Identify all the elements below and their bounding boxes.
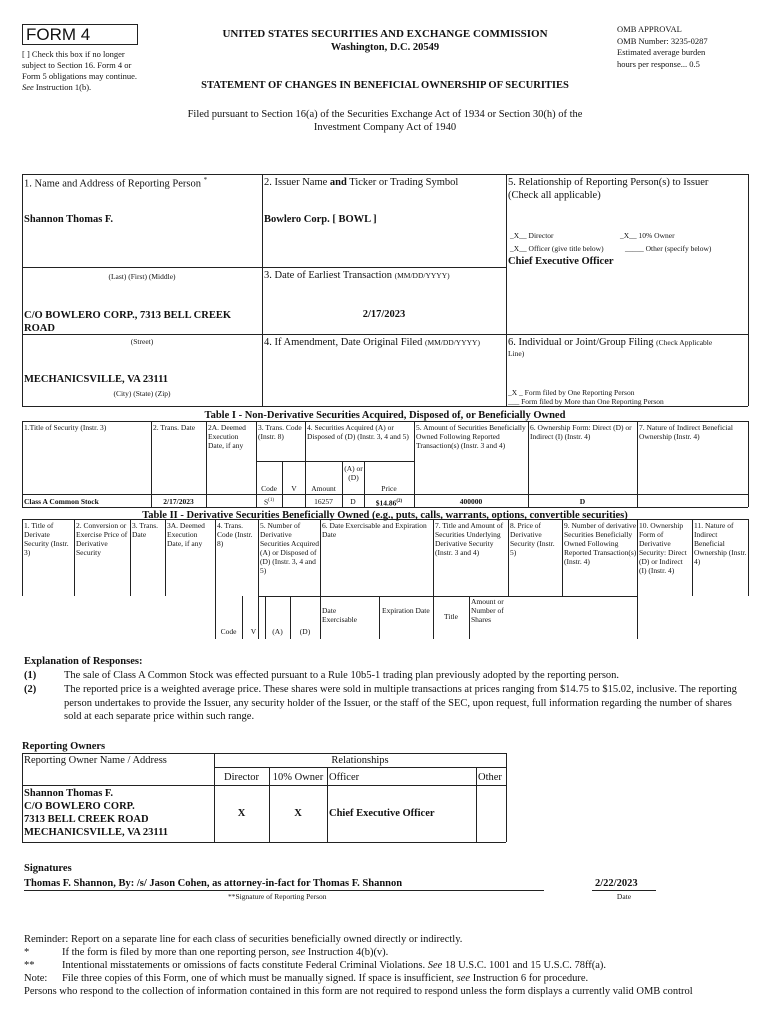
box3-label: 3. Date of Earliest Transaction (MM/DD/YYYY)	[264, 270, 450, 281]
t1-sub-aord: (A) or (D)	[344, 464, 363, 482]
t2-h-form: 10. Ownership Form of Derivative Security: Direct (D) or Indirect (I) (Instr. 4)	[639, 521, 687, 575]
t2-h-title: 1. Title of Derivate Security (Instr. 3)	[24, 521, 69, 557]
box5-label: 5. Relationship of Reporting Person(s) to Issuer (Check all applicable)	[508, 177, 709, 201]
reporting-person-name: Shannon Thomas F.	[24, 214, 114, 225]
no-longer-subject-note: [ ] Check this box if no longer subject to Section 16. Form 4 or Form 5 obligations may continue. See Instruction 1(b).	[22, 49, 137, 92]
t2-sub-a: (A)	[272, 627, 283, 636]
issuer-name: Bowlero Corp. [ BOWL ]	[264, 214, 377, 225]
filed-pursuant: Filed pursuant to Section 16(a) of the Securities Exchange Act of 1934 or Section 30(h) of the Investment Company Act of 1940	[187, 109, 583, 133]
table1-title: Table I - Non-Derivative Securities Acquired, Disposed of, or Beneficially Owned	[204, 410, 566, 421]
t2-sub-date-ex: Date Exercisable	[322, 606, 357, 624]
name-hint: (Last) (First) (Middle)	[108, 272, 176, 281]
city-hint: (City) (State) (Zip)	[113, 389, 171, 398]
t2-sub-amount: Amount or Number of Shares	[471, 597, 504, 624]
t1-sub-price: Price	[381, 484, 397, 493]
t2-h-underlying: 7. Title and Amount of Securities Underlying Derivative Security (Instr. 3 and 4)	[435, 521, 504, 557]
footer-note: Note: File three copies of this Form, one of which must be manually signed. If space is insufficient, see Instruction 6 for procedure.	[24, 973, 589, 984]
owners-col-other: Other	[478, 772, 502, 783]
form-title-box	[22, 24, 138, 45]
t1-h-acquired: 4. Securities Acquired (A) or Disposed of (D) (Instr. 3, 4 and 5)	[307, 423, 409, 441]
signature-caption: **Signature of Reporting Person	[228, 892, 327, 901]
box1-label: 1. Name and Address of Reporting Person *	[24, 176, 208, 190]
t1-h-owned: 5. Amount of Securities Beneficially Owned Following Reported Transaction(s) (Instr. 3 and 4)	[416, 423, 526, 450]
t2-sub-d: (D)	[299, 627, 311, 636]
t1-sub-code: Code	[261, 484, 277, 493]
reporting-person-street: C/O BOWLERO CORP., 7313 BELL CREEK ROAD	[24, 310, 232, 334]
t1-h-code: 3. Trans. Code (Instr. 8)	[258, 423, 302, 441]
t1-sub-amount: Amount	[311, 484, 336, 493]
footer-persons: Persons who respond to the collection of information contained in this form are not required to respond unless the form displays a currently valid OMB control	[24, 986, 693, 997]
earliest-transaction-date: 2/17/2023	[362, 309, 406, 320]
t1-h-date: 2. Trans. Date	[153, 423, 196, 432]
t2-h-nature: 11. Nature of Indirect Beneficial Ownership (Instr. 4)	[694, 521, 747, 566]
t2-h-owned: 9. Number of derivative Securities Beneficially Owned Following Reported Transaction(s) (Instr. 4)	[564, 521, 637, 566]
owner-director-mark: X	[237, 808, 246, 819]
footer-reminder: Reminder: Report on a separate line for each class of securities beneficially owned directly or indirectly.	[24, 934, 463, 945]
relationship-officer: _X__ Officer (give title below)	[510, 244, 604, 253]
box6-label: 6. Individual or Joint/Group Filing (Check Applicable Line)	[508, 337, 713, 358]
t2-h-number: 5. Number of Derivative Securities Acquired (A) or Disposed of (D) (Instr. 3, 4 and 5)	[260, 521, 319, 575]
t1-row-amount: 16257	[314, 497, 333, 506]
owners-col-name: Reporting Owner Name / Address	[24, 755, 167, 766]
t1-sub-v: V	[291, 484, 297, 493]
t1-row-price: $14.86$^{(2)}$	[375, 498, 403, 508]
owner-ten-mark: X	[294, 808, 302, 819]
agency-city: Washington, D.C. 20549	[330, 42, 440, 53]
signatures-heading: Signatures	[24, 863, 72, 874]
owners-heading: Reporting Owners	[22, 741, 106, 752]
form-title: FORM 4	[26, 25, 91, 44]
officer-title: Chief Executive Officer	[508, 256, 614, 267]
relationship-director: _X__ Director	[510, 231, 554, 240]
t2-h-conversion: 2. Conversion or Exercise Price of Derivative Security	[76, 521, 128, 557]
t1-h-title: 1.Title of Security (Instr. 3)	[24, 423, 107, 432]
t2-h-deemed: 3A. Deemed Execution Date, if any	[167, 521, 205, 548]
date-caption: Date	[616, 892, 632, 901]
owners-col-ten: 10% Owner	[272, 772, 324, 783]
owners-col-director: Director	[224, 772, 259, 783]
t2-sub-title: Title	[444, 612, 458, 621]
t2-sub-code: Code	[220, 627, 237, 636]
statement-title: STATEMENT OF CHANGES IN BENEFICIAL OWNERSHIP OF SECURITIES	[201, 80, 569, 91]
table2-title: Table II - Derivative Securities Beneficially Owned (e.g., puts, calls, warrants, options, convertible securities)	[142, 510, 628, 521]
t1-h-nature: 7. Nature of Indirect Beneficial Ownership (Instr. 4)	[639, 423, 733, 441]
reporting-person-city: MECHANICSVILLE, VA 23111	[24, 374, 169, 385]
footer-double-star: ** Intentional misstatements or omissions of facts constitute Federal Criminal Violations. See 18 U.S.C. 1001 and 15 U.S.C. 78ff(a).	[24, 960, 607, 971]
filing-option-one: _X _ Form filed by One Reporting Person	[508, 388, 635, 397]
t1-h-deemed: 2A. Deemed Execution Date, if any	[208, 423, 246, 450]
owners-col-rel: Relationships	[331, 755, 389, 766]
box2-label: 2. Issuer Name and Ticker or Trading Symbol	[264, 177, 459, 188]
street-hint: (Street)	[130, 337, 154, 346]
explanation-heading: Explanation of Responses:	[24, 656, 143, 667]
owners-col-officer: Officer	[329, 772, 360, 783]
t1-row-aord: D	[350, 497, 356, 506]
signer-line: Thomas F. Shannon, By: /s/ Jason Cohen, as attorney-in-fact for Thomas F. Shannon	[24, 878, 403, 889]
t1-row-date: 2/17/2023	[163, 497, 194, 506]
omb-approval: OMB APPROVAL OMB Number: 3235-0287 Estimated average burden hours per response... 0.5	[617, 24, 708, 69]
explanation-item-2: (2) The reported price is a weighted average price. These shares were sold in multiple transactions at prices ranging from $14.75 to $15.02, inclusive. The reporting person undertakes to provide the Issuer, any security holder of the Issuer, or the staff of the SEC, upon request, full information regarding the number of shares sold at each separate price within such range.	[24, 684, 737, 722]
filing-option-more: ___ Form filed by More than One Reporting Person	[508, 397, 664, 406]
explanation-item-1: (1) The sale of Class A Common Stock was effected pursuant to a Rule 10b5-1 trading plan previously adopted by the reporting person.	[24, 670, 620, 681]
t1-row-form: D	[579, 497, 586, 506]
t2-h-date: 3. Trans. Date	[132, 521, 159, 539]
footer-star: * If the form is filed by more than one reporting person, see Instruction 4(b)(v).	[24, 947, 389, 958]
t2-h-exercisable: 6. Date Exercisable and Expiration Date	[322, 521, 427, 539]
t2-sub-v: V	[250, 627, 257, 636]
signature-date: 2/22/2023	[595, 878, 638, 889]
box4-label: 4. If Amendment, Date Original Filed (MM/DD/YYYY)	[264, 337, 480, 348]
t1-row-owned: 400000	[459, 497, 483, 506]
t2-h-code: 4. Trans. Code (Instr. 8)	[217, 521, 253, 548]
owner-name-address: Shannon Thomas F. C/O BOWLERO CORP. 7313 BELL CREEK ROAD MECHANICSVILLE, VA 23111	[24, 788, 169, 838]
owner-officer-title: Chief Executive Officer	[329, 808, 435, 819]
t1-row-code: $S^{(1)}$	[263, 497, 274, 507]
agency-name: UNITED STATES SECURITIES AND EXCHANGE COMMISSION	[222, 28, 548, 40]
t1-h-form: 6. Ownership Form: Direct (D) or Indirect (I) (Instr. 4)	[530, 423, 632, 441]
t2-h-price: 8. Price of Derivative Security (Instr. 5)	[510, 521, 555, 557]
t2-sub-exp: Expiration Date	[382, 606, 430, 615]
relationship-ten-pct: _X__ 10% Owner	[620, 231, 675, 240]
relationship-other: _____ Other (specify below)	[625, 244, 712, 253]
t1-row-title: Class A Common Stock	[24, 497, 99, 506]
